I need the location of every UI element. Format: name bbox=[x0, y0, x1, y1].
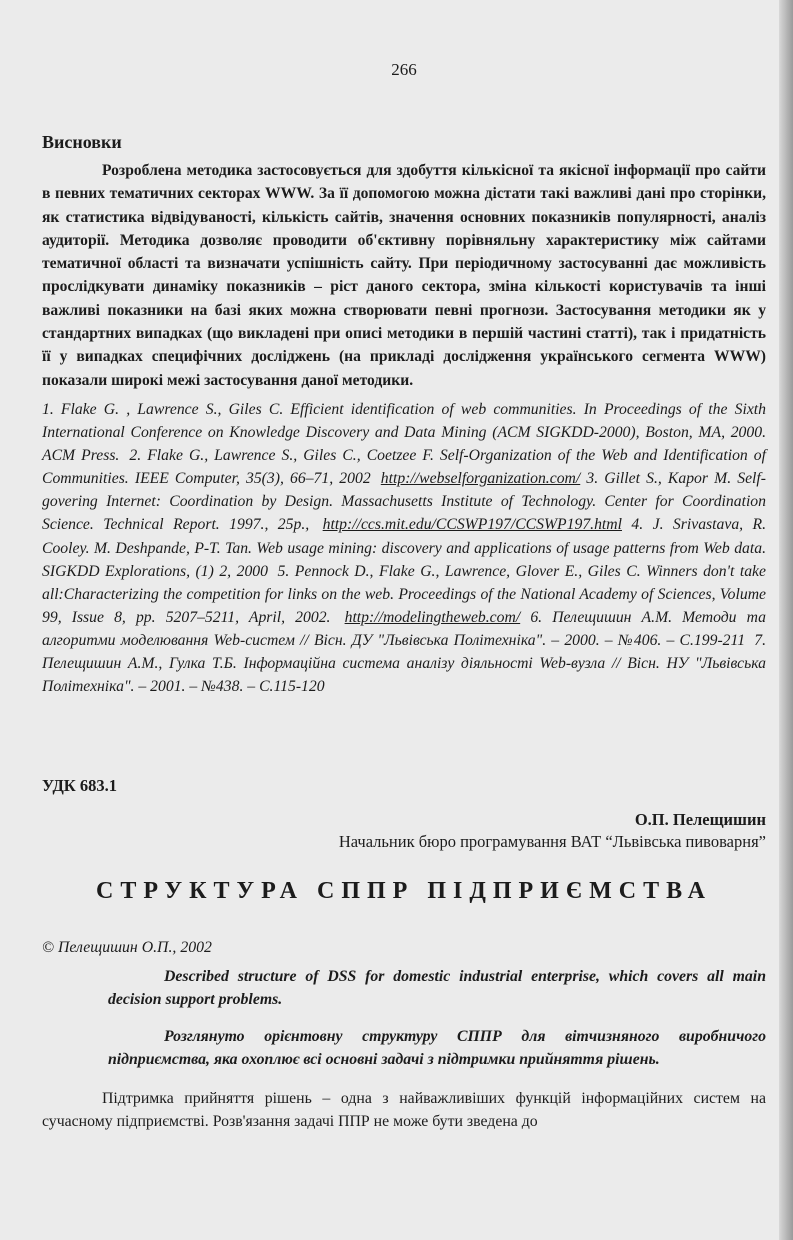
page-number: 266 bbox=[391, 60, 417, 79]
reference-2: 2. Flake G., Lawrence S., Giles C., Coetzee F. Self-Organization of the Web and Identification of Communities. IEEE Computer, 35(3), 66–71, 2002 bbox=[42, 447, 766, 488]
reference-7: 7. Пелещишин А.М., Гулка Т.Б. Інформаційна система аналізу діяльності Web-вузла // Вісн. НУ "Львівська Політехніка". – 2001. – №438. – С.115-120 bbox=[42, 631, 767, 696]
reference-1: 1. Flake G. , Lawrence S., Giles C. Efficient identification of web communities. In Proceedings of the Sixth International Conference on Knowledge Discovery and Data Mining (ACM SIGKDD-2000), Boston, MA, 2000. ACM Press. bbox=[42, 400, 766, 465]
reference-6: 6. Пелещишин А.М. Методи та алгоритми моделювання Web-систем // Вісн. ДУ "Львівська Політехніка". – 2000. – №406. – С.199-211 bbox=[42, 608, 767, 649]
abstract-english: Described structure of DSS for domestic industrial enterprise, which covers all main decision support problems. bbox=[108, 968, 766, 1009]
article-title: СТРУКТУРА СППР ПІДПРИЄМСТВА bbox=[96, 878, 712, 905]
reference-5-link[interactable]: http://modelingtheweb.com/ bbox=[344, 608, 521, 626]
page-edge-shadow bbox=[779, 0, 793, 1240]
udk-code: УДК 683.1 bbox=[42, 776, 118, 796]
reference-4: 4. J. Srivastava, R. Cooley. M. Deshpande, P-T. Tan. Web usage mining: discovery and applications of usage patterns from Web data. SIGKDD Explorations, (1) 2, 2000 bbox=[42, 516, 767, 580]
reference-5: 5. Pennock D., Flake G., Lawrence, Glover E., Giles C. Winners don't take all:Characterizing the competition for links on the web. Proceedings of the National Academy of Sciences, Volume 99, Issue 8, pp. 5207–5211, April, 2002. bbox=[42, 562, 766, 626]
copyright-line: © Пелещишин О.П., 2002 bbox=[42, 939, 212, 957]
author-position: Начальник бюро програмування ВАТ “Львівська пивоварня” bbox=[338, 832, 766, 852]
reference-3: 3. Gillet S., Kapor M. Self-govering Internet: Coordination by Design. Massachusetts Institute of Technology. Center for Coordination Science. Technical Report. 1997., 25p., bbox=[42, 470, 766, 534]
body-paragraph: Підтримка прийняття рішень – одна з найважливіших функцій інформаційних систем на сучасному підприємстві. Розв'язання задачі ППР не може бути зведена до bbox=[42, 1090, 766, 1131]
abstract-ukrainian: Розглянуто орієнтовну структуру СППР для вітчизняного виробничого підприємства, яка охоплює всі основні задачі з підтримки прийняття рішень. bbox=[108, 1028, 766, 1069]
conclusion-paragraph: Розроблена методика застосовується для здобуття кількісної та якісної інформації про сайти в певних тематичних секторах WWW. За її допомогою можна дістати такі важливі дані про сторінки, як статистика відвідуваності, кількість сайтів, значення основних показників популярності, аналіз аудиторії. Методика дозволяє проводити об'єктивну порівняльну характеристику між сайтами тематичної області та визначати успішність сайту. При періодичному застосуванні дає можливість прослідкувати динаміку показників – ріст даного сектора, зміна кількості користувачів та інші важливі показники на базі яких можна створювати певні прогнози. Застосування методики як у стандартних випадках (що викладені при описі методики в першій частині статті), так і придатність її у випадках специфічних досліджень (на прикладі дослідження українського сегмента WWW) показали широкі межі застосування даної методики. bbox=[42, 162, 766, 389]
reference-2-link[interactable]: http://webselforganization.com/ bbox=[380, 470, 581, 488]
page-content bbox=[42, 60, 766, 1133]
references-list bbox=[42, 398, 766, 698]
author-name: О.П. Пелещишин bbox=[634, 810, 766, 830]
section-heading: Висновки bbox=[42, 132, 122, 152]
reference-3-link[interactable]: http://ccs.mit.edu/CCSWP197/CCSWP197.html bbox=[322, 516, 622, 534]
